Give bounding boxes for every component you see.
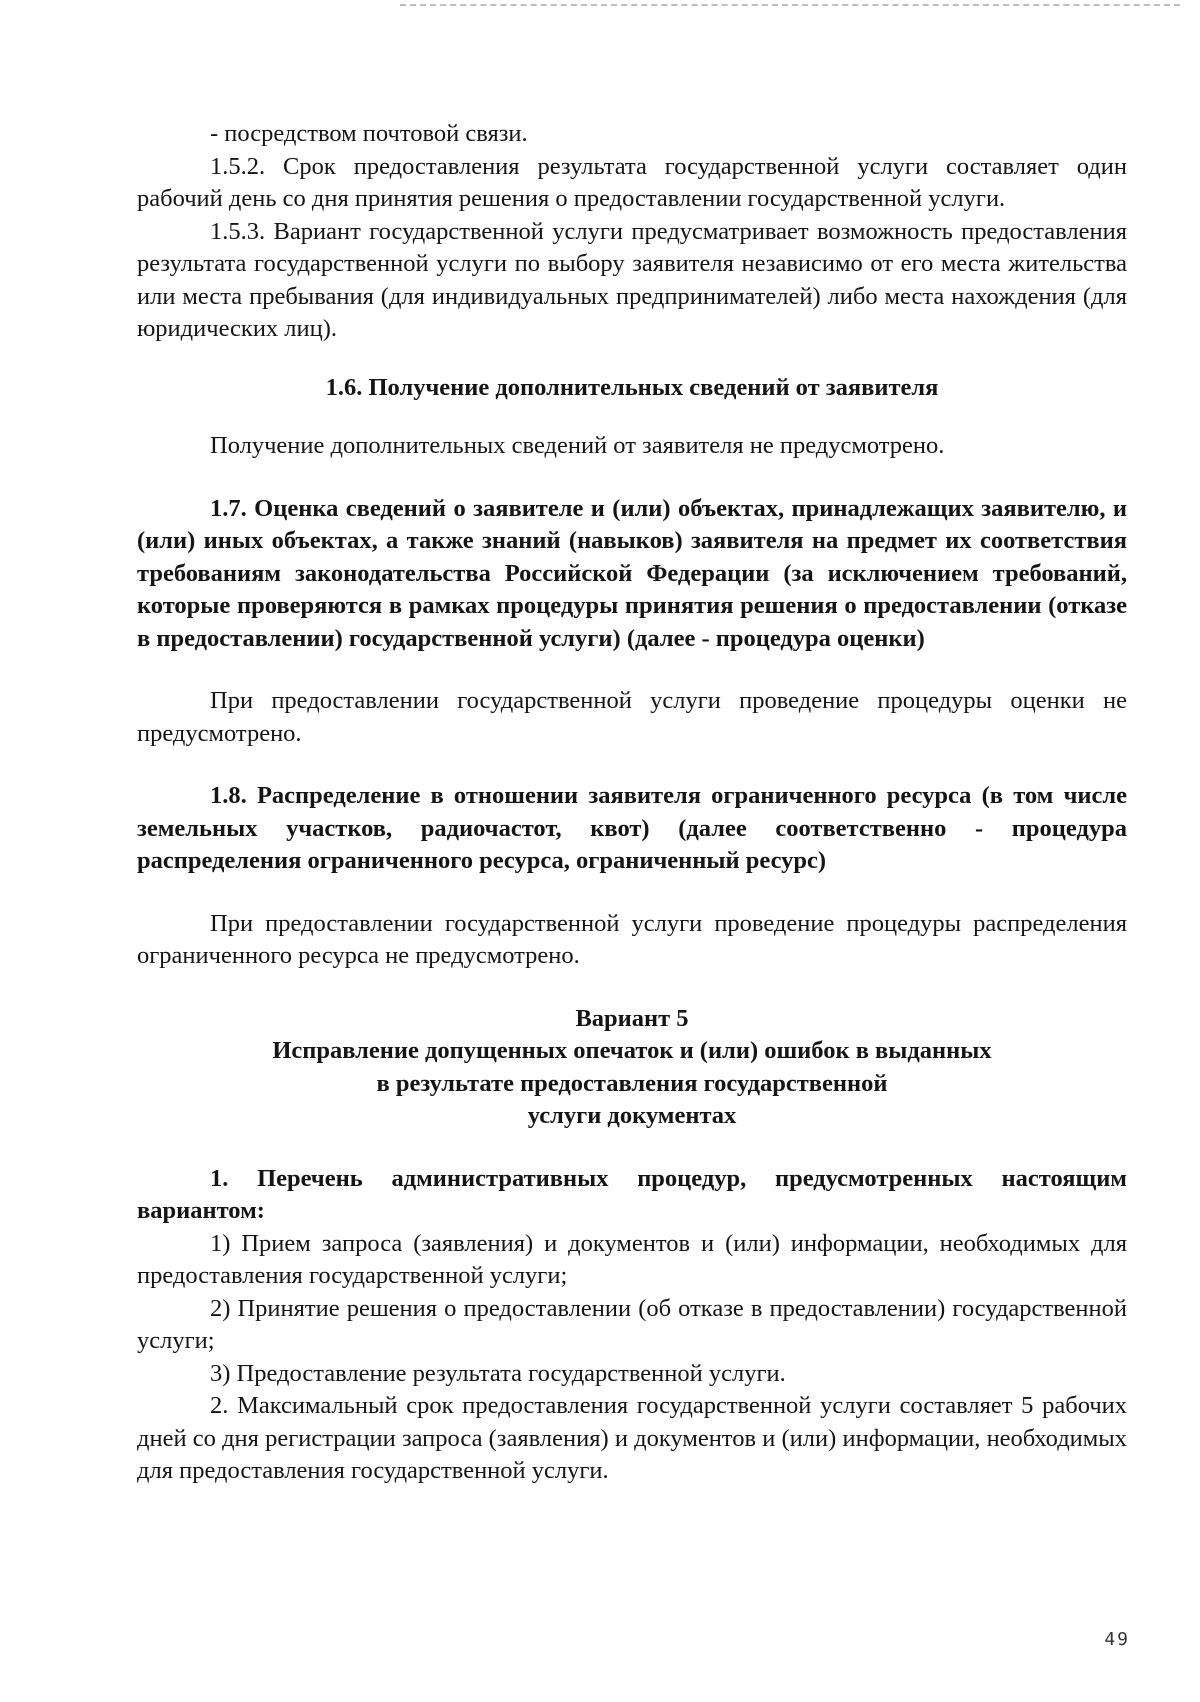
heading-1-7: 1.7. Оценка сведений о заявителе и (или) объектах, принадлежащих заявителю, и (или) иных объектах, а также знаний (навыков) заявителя на предмет их соответствия требованиям законодательства Российской Федерации (за исключением требований, которые проверяются в рамках процедуры принятия решения о предоставлении (отказе в предоставлении) государственной услуги) (далее - процедура оценки) (137, 494, 1127, 652)
paragraph-max-term: 2. Максимальный срок предоставления государственной услуги составляет 5 рабочих дней со дня регистрации запроса (заявления) и документов и (или) информации, необходимых для предоставления государственной услуги. (137, 1392, 1127, 1484)
list-item-3: 3) Предоставление результата государственной услуги. (210, 1359, 786, 1387)
heading-1-8: 1.8. Распределение в отношении заявителя ограниченного ресурса (в том числе земельных участков, радиочастот, квот) (далее соответственно - процедура распределения ограниченного ресурса, ограниченный ресурс) (137, 782, 1127, 874)
list-item-1: 1) Прием запроса (заявления) и документов и (или) информации, необходимых для предоставления государственной услуги; (137, 1229, 1127, 1289)
variant-subtitle-line-1: Исправление допущенных опечаток и (или) ошибок в выданных (272, 1037, 992, 1064)
variant-subtitle-line-2: в результате предоставления государственной (376, 1069, 888, 1097)
paragraph-postal: - посредством почтовой связи. (210, 120, 528, 147)
paragraph-no-assessment: При предоставлении государственной услуги проведение процедуры оценки не предусмотрено. (137, 687, 1127, 747)
list-item-2: 2) Принятие решения о предоставлении (об отказе в предоставлении) государственной услуги; (137, 1294, 1127, 1354)
variant-title: Вариант 5 (575, 1004, 689, 1032)
variant-subtitle-line-3: услуги документах (527, 1102, 737, 1129)
document-page (137, 118, 1127, 1488)
paragraph-1-5-3: 1.5.3. Вариант государственной услуги предусматривает возможность предоставления результата государственной услуги по выбору заявителя независимо от его места жительства или места пребывания (для индивидуальных предпринимателей) либо места нахождения (для юридических лиц). (137, 217, 1127, 342)
heading-1-6: 1.6. Получение дополнительных сведений от заявителя (325, 373, 939, 401)
paragraph-1-5-2: 1.5.2. Срок предоставления результата государственной услуги составляет один рабочий день со дня принятия решения о предоставлении государственной услуги. (137, 152, 1127, 212)
scan-edge-artifact (400, 4, 1180, 6)
heading-procedures-list: 1. Перечень административных процедур, предусмотренных настоящим вариантом: (137, 1164, 1127, 1224)
paragraph-no-additional-info: Получение дополнительных сведений от заявителя не предусмотрено. (210, 432, 945, 459)
page-number: 49 (1104, 1629, 1130, 1650)
paragraph-no-distribution: При предоставлении государственной услуги проведение процедуры распределения ограниченного ресурса не предусмотрено. (137, 909, 1127, 969)
